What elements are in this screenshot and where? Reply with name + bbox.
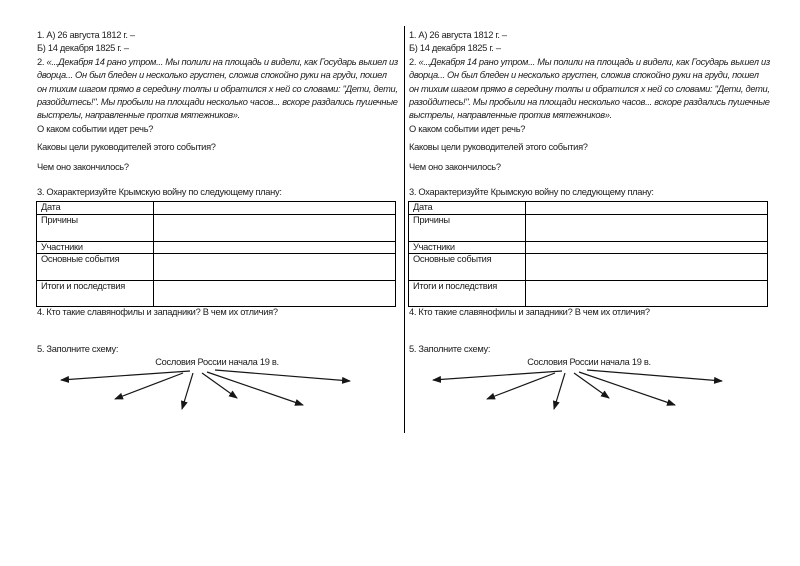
task2-question-event: О каком событии идет речь?	[37, 123, 154, 134]
answer-cell-main-events[interactable]	[154, 254, 396, 281]
row-label-date: Дата	[409, 202, 526, 215]
answer-cell-participants[interactable]	[154, 241, 396, 254]
answer-cell-results[interactable]	[154, 281, 396, 307]
table-row-date	[37, 202, 396, 215]
crimean-war-plan-table	[36, 201, 396, 307]
row-label-main-events: Основные события	[37, 254, 154, 281]
table-row-date	[409, 202, 768, 215]
task4-heading: 4. Кто такие славянофилы и западники? В чем их отличия?	[37, 307, 278, 317]
task4-heading: 4. Кто такие славянофилы и западники? В чем их отличия?	[409, 307, 650, 317]
worksheet-left-half	[36, 0, 398, 566]
column-divider-line	[404, 26, 405, 433]
table-row-main-events	[409, 254, 768, 281]
scheme-title: Сословия России начала 19 в.	[527, 357, 651, 367]
row-label-results: Итоги и последствия	[409, 281, 526, 307]
scheme-arrow-right-down	[207, 372, 303, 405]
task1-date-a: 1. А) 26 августа 1812 г. –	[37, 30, 135, 40]
table-row-results	[409, 281, 768, 307]
intro-block	[409, 29, 770, 136]
task2-quote-paragraph	[37, 56, 398, 123]
answer-cell-main-events[interactable]	[526, 254, 768, 281]
row-label-participants: Участники	[37, 241, 154, 254]
scheme-arrows	[408, 364, 768, 416]
scheme-arrows	[36, 364, 396, 416]
scheme-arrow-lower-left	[487, 373, 555, 399]
task1-date-a: 1. А) 26 августа 1812 г. –	[409, 30, 507, 40]
task2-question-event: О каком событии идет речь?	[409, 123, 526, 134]
task2-question-outcome: Чем оно закончилось?	[37, 162, 129, 172]
task2-question-goals: Каковы цели руководителей этого события?	[409, 142, 588, 152]
row-label-date: Дата	[37, 202, 154, 215]
table-row-main-events	[37, 254, 396, 281]
task3-heading: 3. Охарактеризуйте Крымскую войну по следующему плану:	[37, 187, 282, 197]
scheme-arrow-lower-left	[115, 373, 183, 399]
table-row-results	[37, 281, 396, 307]
row-label-main-events: Основные события	[409, 254, 526, 281]
answer-cell-causes[interactable]	[526, 214, 768, 241]
task2-number: 2.	[409, 56, 417, 67]
task2-quote-paragraph	[409, 56, 770, 123]
scheme-arrow-far-left	[61, 371, 190, 380]
scheme-arrow-down	[182, 373, 193, 409]
scheme-arrow-right-down	[579, 372, 675, 405]
answer-cell-participants[interactable]	[526, 241, 768, 254]
scheme-arrow-far-right	[587, 370, 722, 381]
task2-question-outcome: Чем оно закончилось?	[409, 162, 501, 172]
task5-heading: 5. Заполните схему:	[37, 344, 119, 354]
row-label-causes: Причины	[37, 214, 154, 241]
crimean-war-plan-table	[408, 201, 768, 307]
task2-quote-text: «...Декабря 14 рано утром... Мы полили на площадь и видели, как Государь вышел из дворца... Он был бледен и несколько грустен, сложив спокойно руки на груди, пошел он тихим шагом прямо в середину толпы и обратился х ней со словами: "Дети, дети, разойдитесь!". Мы пробыли на площади несколько часов... вскоре раздались пушечные выстрелы, направленные против мятежников».	[37, 56, 398, 121]
table-row-causes	[409, 214, 768, 241]
task1-date-b: Б) 14 декабря 1825 г. –	[409, 43, 501, 54]
task2-quote-text: «...Декабря 14 рано утром... Мы полили на площадь и видели, как Государь вышел из дворца... Он был бледен и несколько грустен, сложив спокойно руки на груди, пошел он тихим шагом прямо в середину толпы и обратился х ней со словами: "Дети, дети, разойдитесь!". Мы пробыли на площади несколько часов... вскоре раздались пушечные выстрелы, направленные против мятежников».	[409, 56, 770, 121]
scheme-arrow-far-left	[433, 371, 562, 380]
intro-block	[37, 29, 398, 136]
answer-cell-date[interactable]	[526, 202, 768, 215]
row-label-results: Итоги и последствия	[37, 281, 154, 307]
table-row-participants	[37, 241, 396, 254]
table-row-participants	[409, 241, 768, 254]
table-row-causes	[37, 214, 396, 241]
task2-question-goals: Каковы цели руководителей этого события?	[37, 142, 216, 152]
scheme-arrow-far-right	[215, 370, 350, 381]
task2-number: 2.	[37, 56, 45, 67]
scheme-arrow-down	[554, 373, 565, 409]
task5-heading: 5. Заполните схему:	[409, 344, 491, 354]
answer-cell-results[interactable]	[526, 281, 768, 307]
answer-cell-causes[interactable]	[154, 214, 396, 241]
worksheet-right-half	[408, 0, 770, 566]
task1-date-b: Б) 14 декабря 1825 г. –	[37, 43, 129, 54]
answer-cell-date[interactable]	[154, 202, 396, 215]
row-label-causes: Причины	[409, 214, 526, 241]
scheme-title: Сословия России начала 19 в.	[155, 357, 279, 367]
task3-heading: 3. Охарактеризуйте Крымскую войну по следующему плану:	[409, 187, 654, 197]
row-label-participants: Участники	[409, 241, 526, 254]
